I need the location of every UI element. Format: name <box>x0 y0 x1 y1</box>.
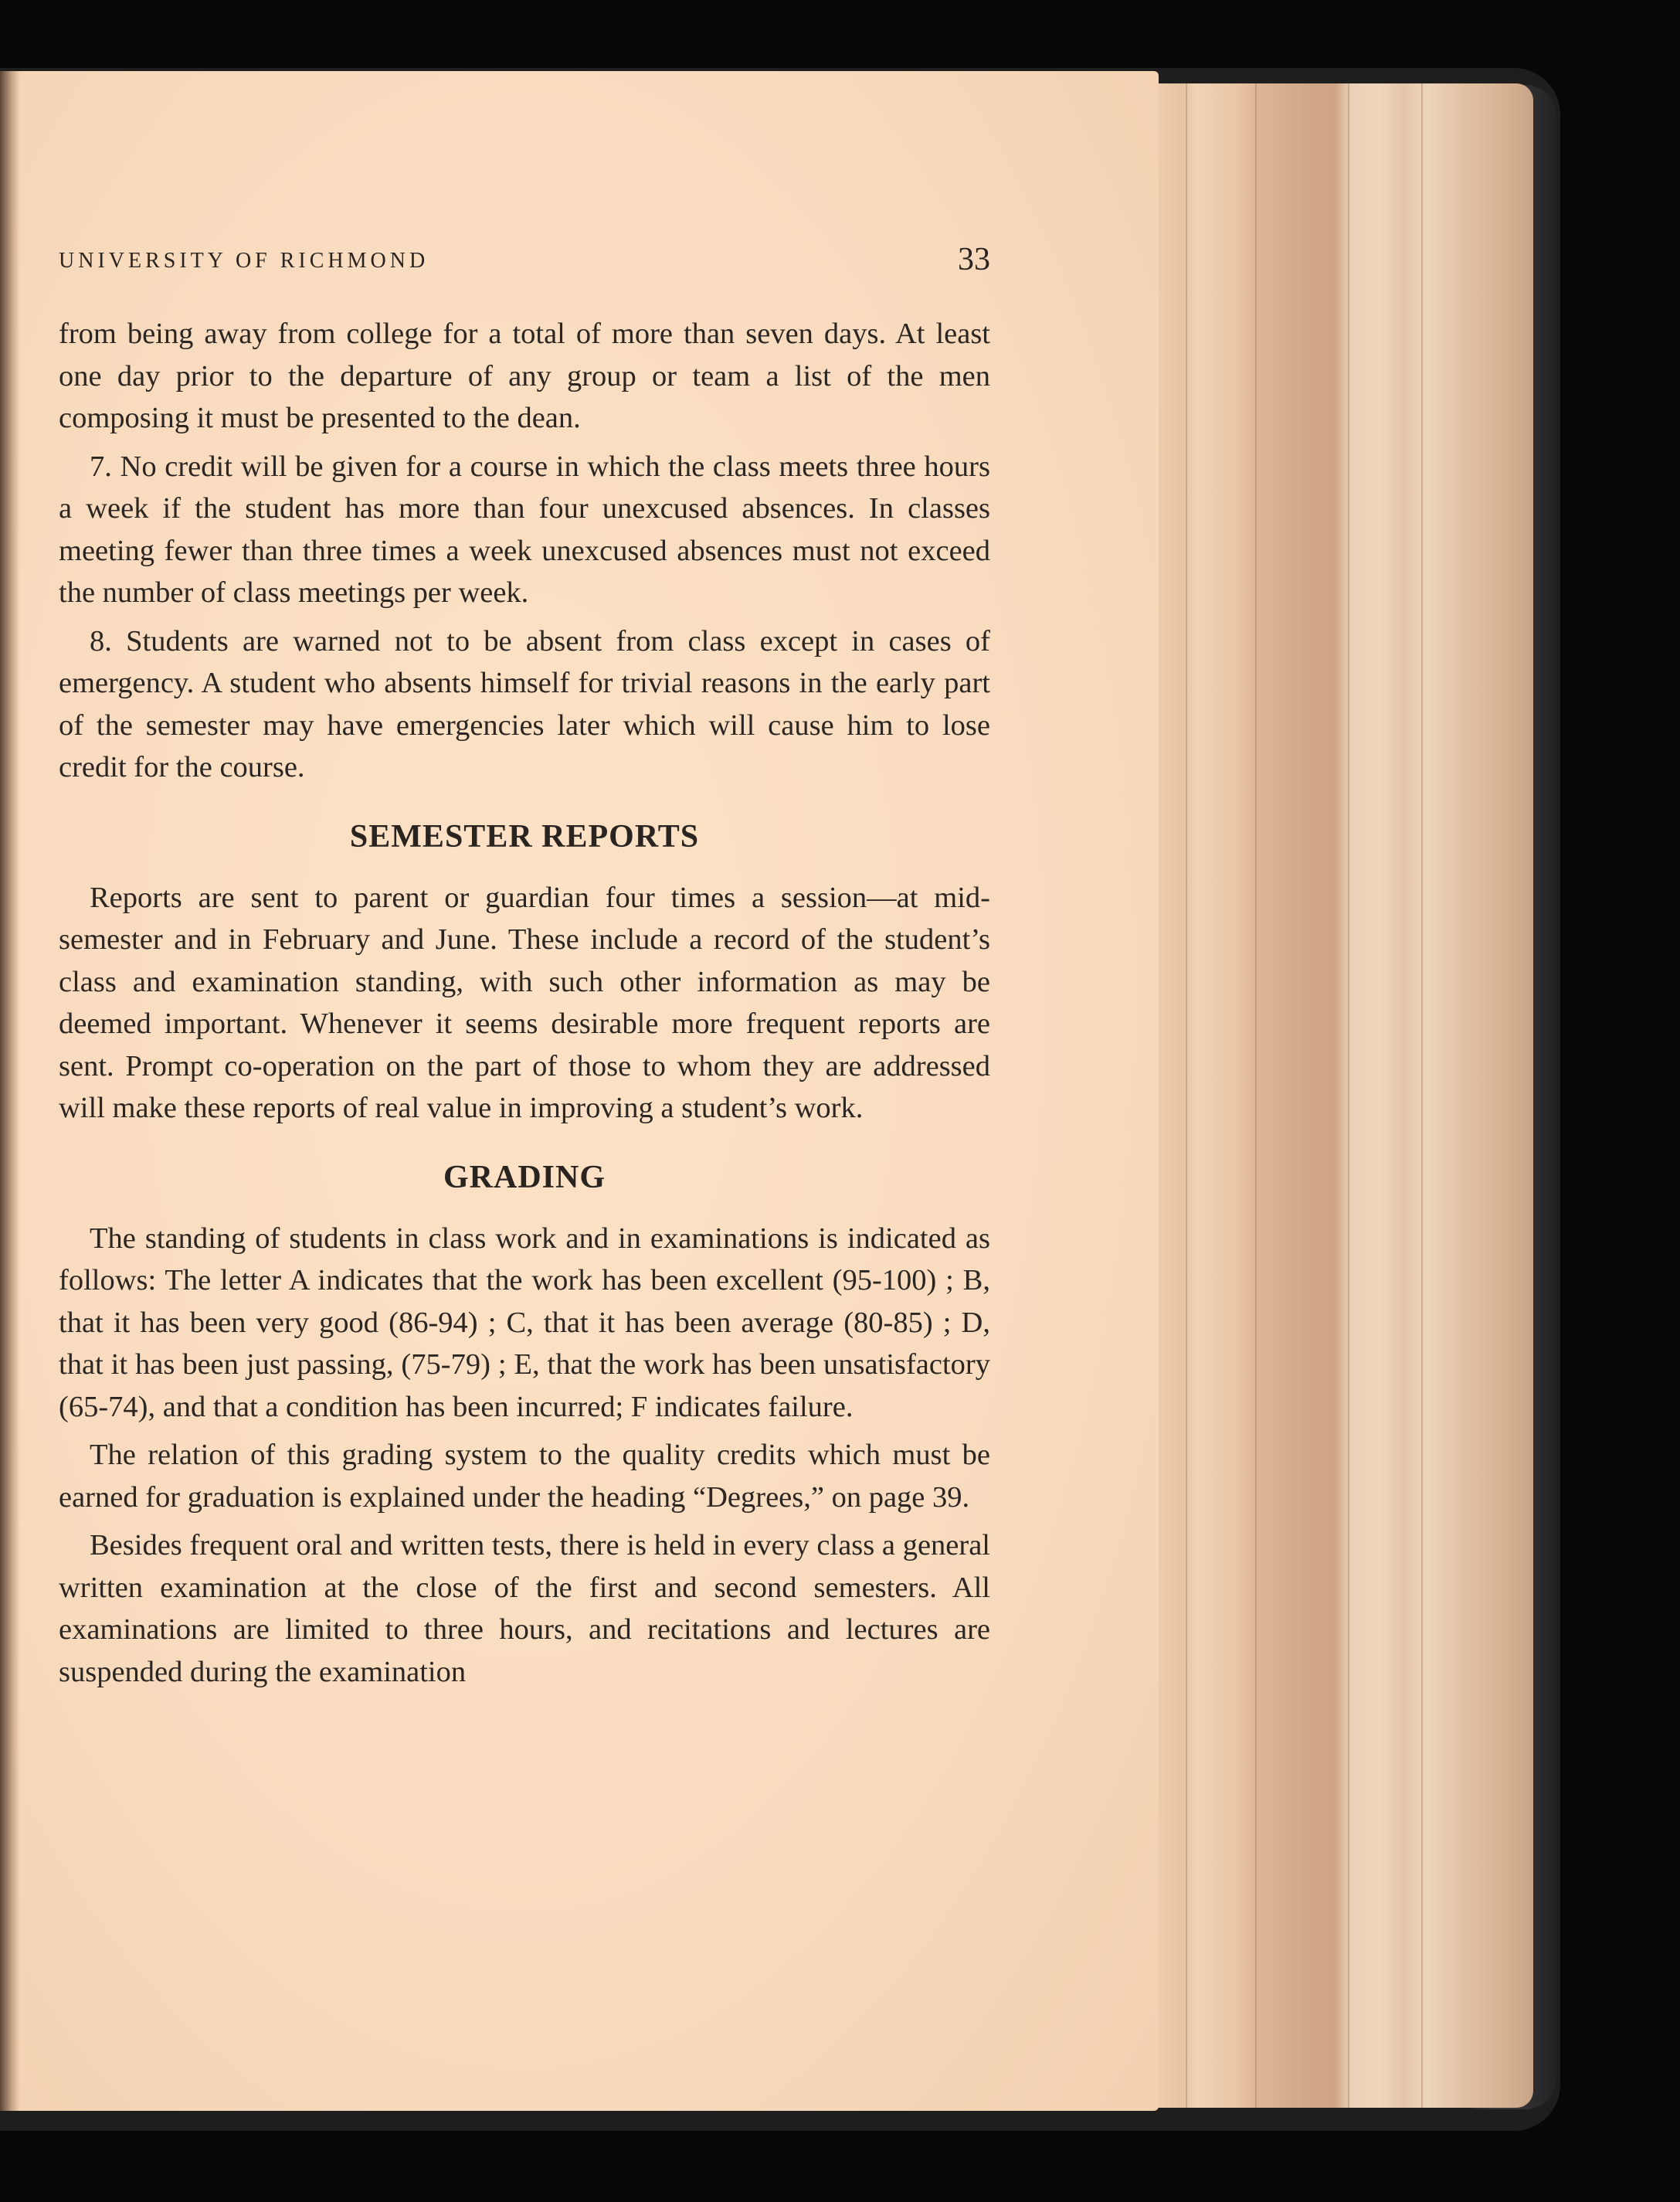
paragraph: The standing of students in class work and in examinations is indicated as follows: The letter A indicates that the work has been excellent (95-100) ; B, that it has been very good (86-94) ; C, that it has been average (80-85) ; D, that it has been just passing, (75-79) ; E, that the work has been unsatisfactory (65-74), and that a condition has been incurred; F indicates failure. <box>59 1222 990 1423</box>
page-fore-edge <box>1151 83 1533 2108</box>
page-edge-line <box>1255 83 1257 2108</box>
paragraph: 7. No credit will be given for a course in which the class meets three hours a week if the student has more than four unexcused absences. In classes meeting fewer than three times a week unexcused absences must not exceed the number of class meetings per week. <box>59 450 990 609</box>
running-head <box>59 242 990 280</box>
paragraph: from being away from college for a total of more than seven days. At least one day prior to the departure of any group or team a list of the men composing it must be presented to the dean. <box>59 318 990 434</box>
paragraph: 8. Students are warned not to be absent from class except in cases of emergency. A student who absents himself for trivial reasons in the early part of the semester may have emergencies later which will cause him to lose credit for the course. <box>59 624 990 783</box>
paragraph: The relation of this grading system to the quality credits which must be earned for graduation is explained under the heading “Degrees,” on page 39. <box>59 1439 990 1514</box>
page-edge-line <box>1421 83 1423 2108</box>
page-number: 33 <box>958 242 990 277</box>
running-title: UNIVERSITY OF RICHMOND <box>59 249 429 273</box>
page-gutter <box>0 71 20 2111</box>
section-heading-grading: GRADING <box>443 1159 606 1195</box>
page-edge-line <box>1186 83 1187 2108</box>
paragraph: Besides frequent oral and written tests, there is held in every class a general written examination at the close of the first and second semesters. All examinations are limited to three hours, and recitations and lectures are suspended during the examination <box>59 1529 990 1688</box>
paragraph: Reports are sent to parent or guardian four times a session—at mid-semester and in February and June. These include a record of the student’s class and examination standing, with such other information as may be deemed important. Whenever it seems desirable more frequent reports are sent. Prompt co-operation on the part of those to whom they are addressed will make these reports of real value in improving a student’s work. <box>59 881 990 1124</box>
page-body <box>59 313 990 1699</box>
page-edge-line <box>1348 83 1349 2108</box>
section-heading-semester-reports: SEMESTER REPORTS <box>349 818 700 855</box>
